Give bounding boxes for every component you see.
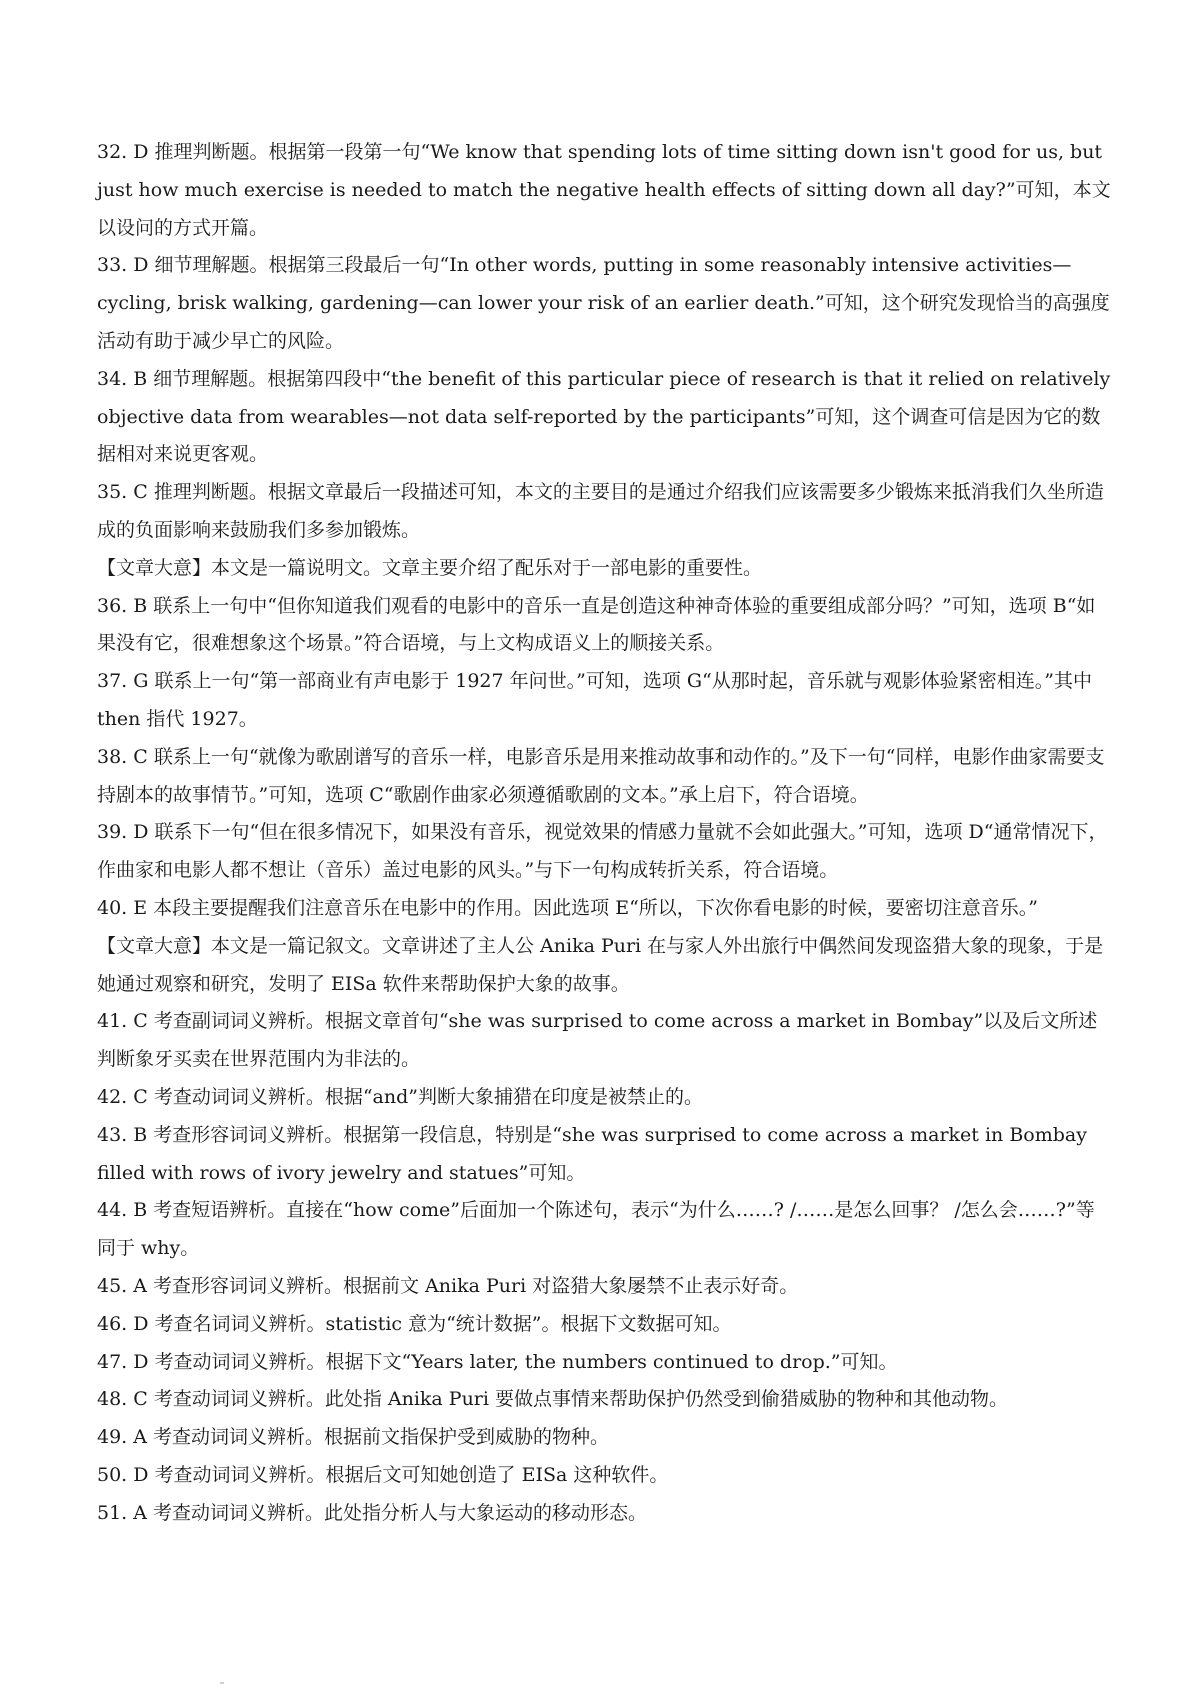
answer-45: 45. A 考查形容词词义辨析。根据前文 Anika Puri 对盗猎大象屡禁不止表示好奇。 xyxy=(97,1274,799,1297)
answer-33: 33. D 细节理解题。根据第三段最后一句“In other words, putting in some reasonably intensive activities—cycling, brisk walking, gardening—can lower your risk of an earlier death.”可知，这个研究发现恰当的高强度活动有助于减少早亡的风险。 xyxy=(97,254,1110,352)
answer-36: 36. B 联系上一句中“但你知道我们观看的电影中的音乐一直是创造这种神奇体验的重要组成部分吗？”可知，选项 B“如果没有它，很难想象这个场景。”符合语境，与上文构成语义上的顺接关系。 xyxy=(97,594,1096,655)
answer-51: 51. A 考查动词词义辨析。此处指分析人与大象运动的移动形态。 xyxy=(97,1501,648,1524)
passage-summary-cloze: 【文章大意】本文是一篇记叙文。文章讲述了主人公 Anika Puri 在与家人外出旅行中偶然间发现盗猎大象的现象，于是她通过观察和研究，发明了 EISa 软件来帮助保护大象的故事。 xyxy=(97,934,1104,995)
passage-summary-d: 【文章大意】本文是一篇说明文。文章主要介绍了配乐对于一部电影的重要性。 xyxy=(97,556,763,579)
answer-34: 34. B 细节理解题。根据第四段中“the benefit of this particular piece of research is that it relied on relatively objective data from wearables—not data self-reported by the participants”可知，这个调查可信是因为它的数据相对来说更客观。 xyxy=(97,367,1111,466)
answer-48: 48. C 考查动词词义辨析。此处指 Anika Puri 要做点事情来帮助保护仍然受到偷猎威胁的物种和其他动物。 xyxy=(97,1388,1009,1411)
answer-50: 50. D 考查动词词义辨析。根据后文可知她创造了 EISa 这种软件。 xyxy=(97,1463,669,1486)
answer-35: 35. C 推理判断题。根据文章最后一段描述可知，本文的主要目的是通过介绍我们应该需要多少锻炼来抵消我们久坐所造成的负面影响来鼓励我们多参加锻炼。 xyxy=(97,481,1104,541)
answer-42: 42. C 考查动词词义辨析。根据“and”判断大象捕猎在印度是被禁止的。 xyxy=(97,1085,703,1108)
answer-explanations xyxy=(97,134,1113,1532)
answer-43: 43. B 考查形容词词义辨析。根据第一段信息，特别是“she was surprised to come across a market in Bombay filled with rows of ivory jewelry and statues”可知。 xyxy=(97,1123,1087,1184)
answer-37: 37. G 联系上一句“第一部商业有声电影于 1927 年问世。”可知，选项 G“从那时起，音乐就与观影体验紧密相连。”其中 then 指代 1927。 xyxy=(97,670,1092,730)
answer-32: 32. D 推理判断题。根据第一段第一句“We know that spending lots of time sitting down isn't good for us, but just how much exercise is needed to match the negative health effects of sitting down all day?”可知，本文以设问的方式开篇。 xyxy=(97,141,1111,239)
answer-38: 38. C 联系上一句“就像为歌剧谱写的音乐一样，电影音乐是用来推动故事和动作的。”及下一句“同样，电影作曲家需要支持剧本的故事情节。”可知，选项 C“歌剧作曲家必须遵循歌剧的文本。”承上启下，符合语境。 xyxy=(97,745,1105,806)
answer-49: 49. A 考查动词词义辨析。根据前文指保护受到威胁的物种。 xyxy=(97,1426,610,1449)
answer-39: 39. D 联系下一句“但在很多情况下，如果没有音乐，视觉效果的情感力量就不会如此强大。”可知，选项 D“通常情况下，作曲家和电影人都不想让（音乐）盖过电影的风头。”与下一句构成转折关系，符合语境。 xyxy=(97,821,1108,882)
answer-40: 40. E 本段主要提醒我们注意音乐在电影中的作用。因此选项 E“所以，下次你看电影的时候，要密切注意音乐。” xyxy=(97,896,1039,919)
answer-46: 46. D 考查名词词义辨析。statistic 意为“统计数据”。根据下文数据可知。 xyxy=(97,1312,732,1335)
footer-dot xyxy=(220,1682,224,1684)
answer-44: 44. B 考查短语辨析。直接在“how come”后面加一个陈述句，表示“为什么……? /……是怎么回事？ /怎么会……?”等同于 why。 xyxy=(97,1199,1095,1260)
answer-47: 47. D 考查动词词义辨析。根据下文“Years later, the numbers continued to drop.”可知。 xyxy=(97,1350,898,1373)
answer-41: 41. C 考查副词词义辨析。根据文章首句“she was surprised to come across a market in Bombay”以及后文所述判断象牙买卖在世界范围内为非法的。 xyxy=(97,1010,1098,1071)
